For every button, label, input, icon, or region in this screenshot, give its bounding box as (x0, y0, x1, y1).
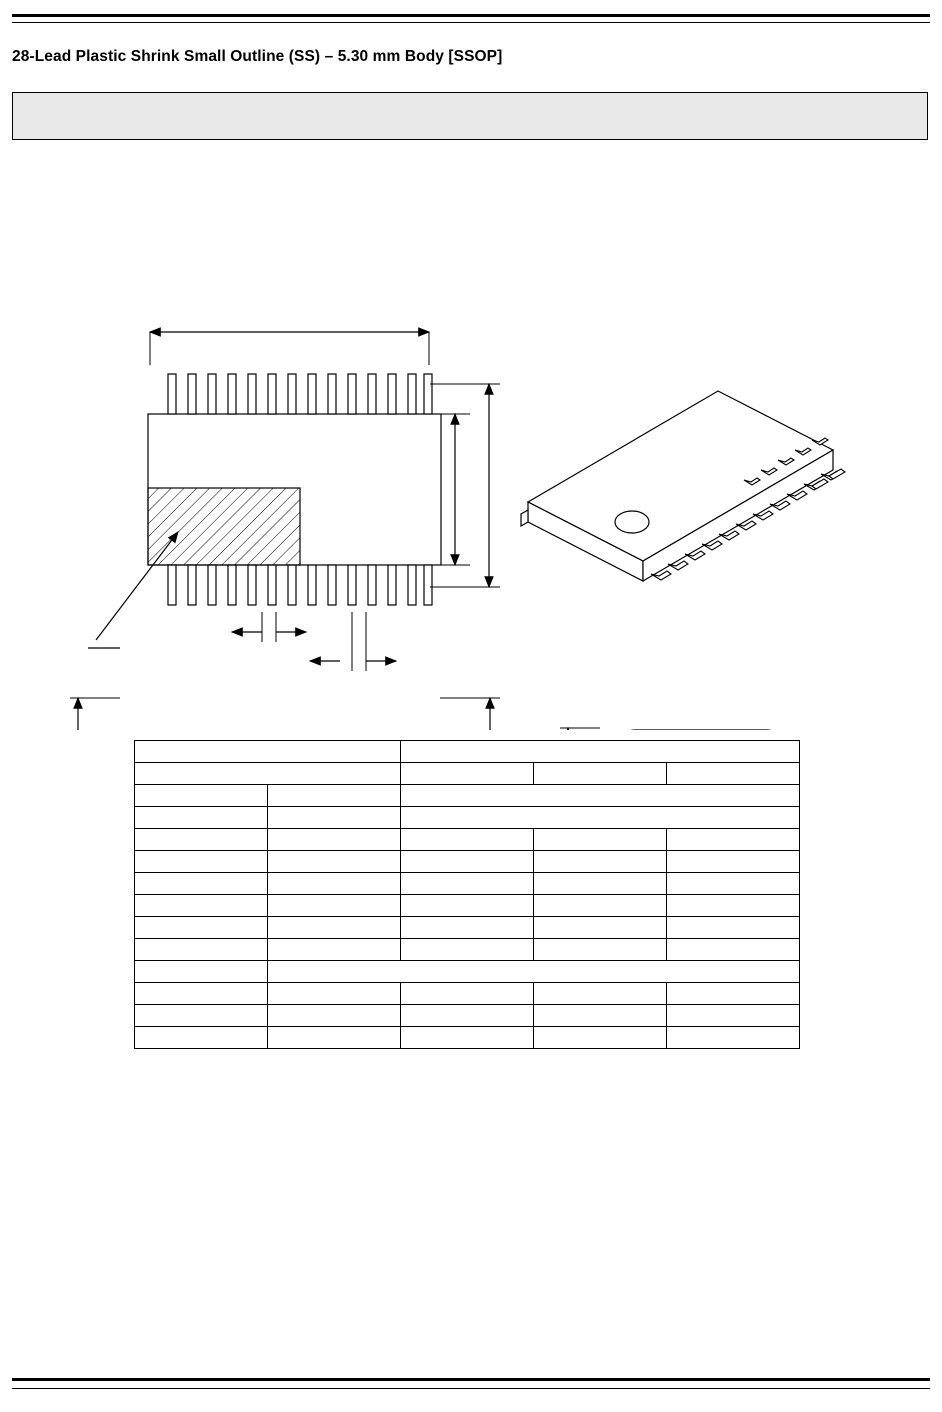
row-symbol (268, 1027, 401, 1049)
table-row (135, 1005, 800, 1027)
table-row (135, 1027, 800, 1049)
row-symbol (268, 807, 401, 829)
row-max (667, 895, 800, 917)
row-label (135, 939, 268, 961)
row-nom (534, 939, 667, 961)
row-span-value (401, 785, 800, 807)
row-label (135, 785, 268, 807)
row-label (135, 917, 268, 939)
row-symbol (268, 785, 401, 807)
row-min (401, 873, 534, 895)
row-span-value (401, 807, 800, 829)
row-min (401, 851, 534, 873)
row-max (667, 917, 800, 939)
header-units-title (135, 741, 401, 763)
table-row (135, 785, 800, 807)
footer-rule-top (12, 1378, 930, 1381)
table-row (135, 873, 800, 895)
row-max (667, 939, 800, 961)
row-max (667, 829, 800, 851)
table-row (135, 851, 800, 873)
row-min (401, 939, 534, 961)
row-max (667, 983, 800, 1005)
dimension-table (134, 740, 800, 1049)
row-symbol (268, 1005, 401, 1027)
header-rule-top (12, 14, 930, 17)
table-row (135, 939, 800, 961)
row-nom (534, 895, 667, 917)
row-nom (534, 1005, 667, 1027)
row-symbol (268, 939, 401, 961)
header-col-nom (534, 763, 667, 785)
header-col-max (667, 763, 800, 785)
row-max (667, 851, 800, 873)
table-row (135, 829, 800, 851)
row-label (135, 895, 268, 917)
row-symbol (268, 983, 401, 1005)
row-min (401, 917, 534, 939)
header-col-symbol (135, 763, 401, 785)
row-min (401, 983, 534, 1005)
row-label (135, 807, 268, 829)
row-max (667, 1005, 800, 1027)
row-symbol (268, 829, 401, 851)
header-col-min (401, 763, 534, 785)
header-limits-title (401, 741, 800, 763)
row-span-value (268, 961, 800, 983)
table-row (135, 961, 800, 983)
row-symbol (268, 873, 401, 895)
row-min (401, 1005, 534, 1027)
row-label (135, 983, 268, 1005)
row-label (135, 1005, 268, 1027)
row-label (135, 829, 268, 851)
note-box (12, 92, 928, 140)
table-row (135, 917, 800, 939)
row-symbol (268, 851, 401, 873)
row-min (401, 1027, 534, 1049)
row-label (135, 851, 268, 873)
row-nom (534, 851, 667, 873)
row-label (135, 1027, 268, 1049)
row-max (667, 873, 800, 895)
table-row (135, 807, 800, 829)
row-max (667, 1027, 800, 1049)
row-symbol (268, 895, 401, 917)
row-min (401, 895, 534, 917)
row-nom (534, 873, 667, 895)
table-row (135, 895, 800, 917)
row-nom (534, 983, 667, 1005)
page-title: 28-Lead Plastic Shrink Small Outline (SS) – 5.30 mm Body [SSOP] (12, 48, 503, 65)
row-label (135, 961, 268, 983)
table-header-units-row (135, 741, 800, 763)
row-symbol (268, 917, 401, 939)
table-row (135, 983, 800, 1005)
row-min (401, 829, 534, 851)
row-nom (534, 917, 667, 939)
row-nom (534, 829, 667, 851)
package-drawing (0, 150, 942, 730)
row-nom (534, 1027, 667, 1049)
row-label (135, 873, 268, 895)
footer-rule-bottom (12, 1388, 930, 1389)
table-header-cols-row (135, 763, 800, 785)
header-rule-bottom (12, 22, 930, 23)
